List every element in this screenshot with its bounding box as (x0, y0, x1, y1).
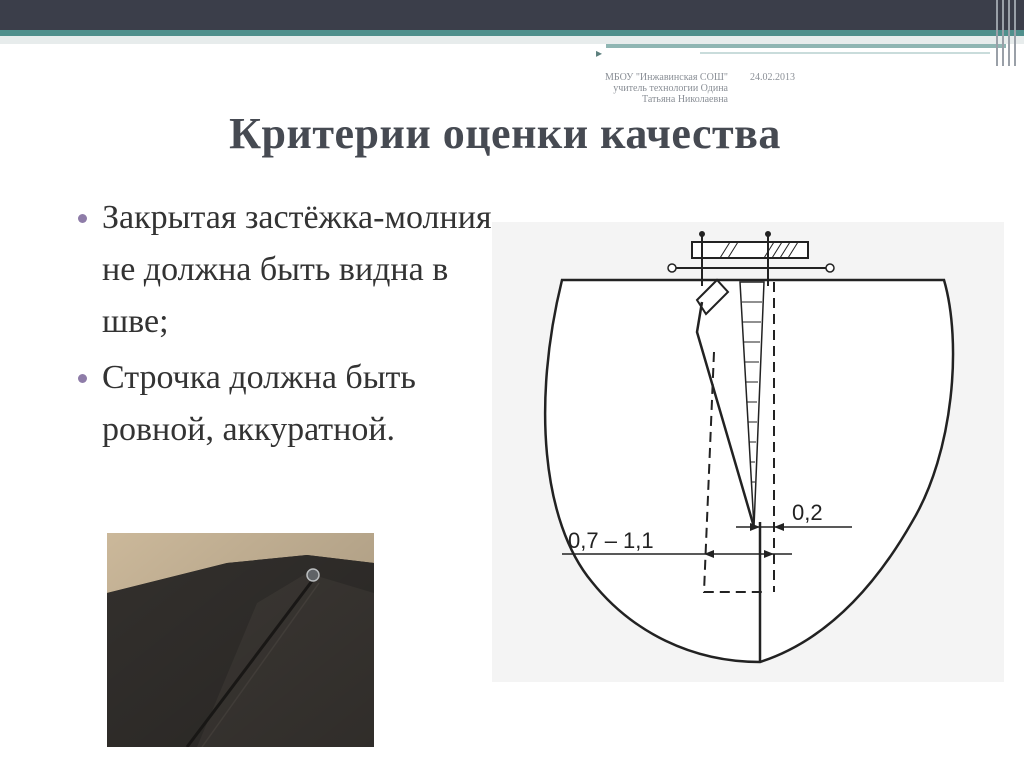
zipper-seam-diagram (492, 222, 1004, 682)
footer-author: МБОУ "Инжавинская СОШ" учитель технологии Одина Татьяна Николаевна (605, 72, 728, 105)
waistband (692, 242, 808, 258)
decorative-vertical-bars (994, 0, 1024, 66)
bullet-item (72, 352, 492, 456)
arrow-right-icon: ▸ (596, 46, 603, 60)
bullet-list (72, 192, 492, 460)
dimension-label-left: 0,7 – 1,1 (568, 528, 654, 553)
header-band (0, 0, 1024, 30)
bullet-dot-icon (78, 214, 87, 223)
bullet-text: Закрытая застёжка-молния не должна быть видна в шве; (102, 199, 492, 340)
bullet-text: Строчка должна быть ровной, аккуратной. (102, 359, 416, 448)
decorative-line-thin (700, 52, 990, 54)
slide-title: Критерии оценки качества (229, 109, 781, 158)
bullet-item (72, 192, 492, 348)
dimension-label-right: 0,2 (792, 500, 823, 525)
decorative-line (606, 44, 1006, 48)
bullet-dot-icon (78, 374, 87, 383)
footer-date: 24.02.2013 (750, 72, 795, 83)
header-light-band (0, 36, 1024, 44)
zipper-photo (107, 533, 374, 747)
